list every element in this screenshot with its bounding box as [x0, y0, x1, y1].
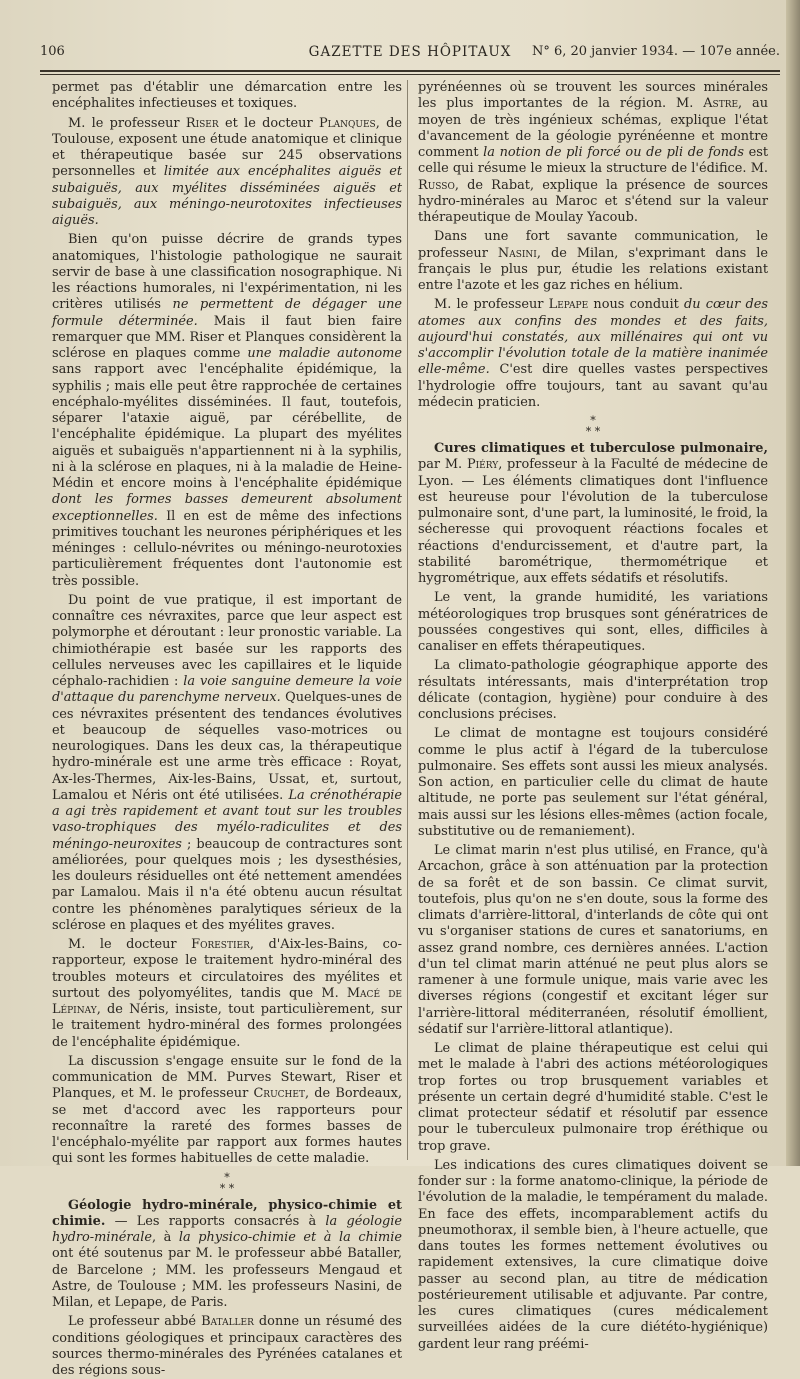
paragraph: Le climat marin n'est plus utilisé, en France, qu'à Arcachon, grâce à son atténuation par la protection de sa forêt et de son bassin. Ce climat survit, toutefois, plus qu'on ne s'en doute, sous la forme des climats d'arrière-littoral, d'interlands de côte qui ont vu s'organiser stations de cures et sanatoriums, en assez grand nombre, ces dernières années. L'action d'un tel climat marin atténué ne peut plus alors se ramener à une formule unique, mais varie avec les diverses régions (congestif et excitant léger sur l'arrière-littoral méditerranéen, résolutif émollient, sédatif sur l'arrière-littoral atlantique).	[418, 843, 768, 1037]
paragraph: M. le professeur Lepape nous conduit du cœur des atomes aux confins des mondes et des faits, aujourd'hui constatés, aux millénaires qui ont vu s'accomplir l'évolution totale de la matière inanimée elle-même. C'est dire quelles vastes perspectives l'hydrologie offre toujours, tant au savant qu'au médecin praticien.	[418, 297, 768, 410]
paragraph: pyrénéennes où se trouvent les sources minérales les plus importantes de la région. M. Astre, au moyen de très ingénieux schémas, explique l'état d'avancement de la géologie pyrénéenne et montre comment la notion de pli forcé ou de pli de fonds est celle qui résume le mieux la structure de l'édifice. M. Russo, de Rabat, explique la présence de sources hydro-minérales au Maroc et s'étend sur la valeur thérapeutique de Moulay Yacoub.	[418, 80, 769, 225]
paragraph: Du point de vue pratique, il est important de connaître ces névraxites, parce que leur aspect est polymorphe et déroutant : leur pronostic variable. La chimiothérapie est basée sur les rapports des cellules nerveuses avec les capillaires et le liquide céphalo-rachidien : la voie sanguine demeure la voie d'attaque du parenchyme nerveux. Quelques-unes de ces névraxites présentent des tendances évolutives et beaucoup de séquelles vaso-motrices ou neurologiques. Dans les deux cas, la thérapeutique hydro-minérale est une arme très efficace : Royat, Ax-les-Thermes, Aix-les-Bains, Ussat, et, surtout, Lamalou et Néris ont été utilisées. La crénothérapie a agi très rapidement et avant tout sur les troubles vaso-trophiques des myélo-radiculites et des méningo-neuroxites ; beaucoup de contractures sont améliorées, pour quelques mois ; les dysesthésies, les douleurs résiduelles ont été nettement amendées par Lamalou. Mais il n'a été obtenu aucun résultat contre les phénomènes paralytiques sérieux de la sclérose en plaques et des myélites graves.	[52, 592, 402, 933]
paragraph: permet pas d'établir une démarcation entre les encéphalites infectieuses et toxiques.	[52, 80, 402, 112]
author-name: Piéry	[466, 457, 499, 473]
author-name: Russo	[418, 177, 455, 193]
author-name: Nasini	[497, 245, 537, 261]
header-rule-thick	[40, 70, 780, 72]
section-heading: Géologie hydro-minérale, physico-chimie et chimie.	[52, 1197, 402, 1229]
page-number: 106	[40, 44, 65, 59]
issue-info: N° 6, 20 janvier 1934. — 107e année.	[531, 44, 780, 59]
paragraph: Les indications des cures climatiques doivent se fonder sur : la forme anatomo-clinique, la période de l'évolution de la maladie, le tempérament du malade. En face des effets, incomparablement actifs du pneumothorax, il semble bien, à l'heure actuelle, que dans toutes les formes nettement évolutives ou rapidement extensives, la cure climatique doive passer au second plan, au titre de médication postérieurement utilisable et adjuvante. Par contre, les cures climatiques (cures médicalement surveillées aidées de la cure diététo-hygiénique) gardent leur rang préémi-	[418, 1157, 768, 1352]
author-name: Bataller	[201, 1314, 254, 1330]
author-name: Planques	[318, 115, 376, 131]
author-name: Astre	[703, 96, 739, 112]
section-heading: Cures climatiques et tuberculose pulmonaire,	[434, 441, 768, 456]
paragraph: La discussion s'engage ensuite sur le fond de la communication de MM. Purves Stewart, Riser et Planques, et M. le professeur Cruchet, de Bordeaux, se met d'accord avec les rapporteurs pour reconnaître la rareté des formes basses de l'encéphalo-myélite par rapport aux formes hautes qui sont les formes habituelles de cette maladie.	[52, 1053, 402, 1167]
author-name: Lepape	[548, 297, 589, 313]
header-rule-thin	[40, 74, 780, 75]
section-paragraph: Cures climatiques et tuberculose pulmonaire, par M. Piéry, professeur à la Faculté de médecine de Lyon. — Les éléments climatiques dont l'influence est heureuse pour l'évolution de la tuberculose pulmonaire sont, d'une part, la luminosité, le froid, la sécheresse qui provoquent réactions focales et réactions d'endurcissement, et d'autre part, la stabilité barométrique, thermométrique et hygrométrique, aux effets sédatifs et résolutifs.	[418, 441, 768, 586]
author-name: Cruchet	[253, 1086, 305, 1102]
left-column	[52, 80, 403, 1378]
paragraph: Bien qu'on puisse décrire de grands types anatomiques, l'histologie pathologique ne saurait servir de base à une classification nosographique. Ni les réactions humorales, ni l'expérimentation, ni les critères utilisés ne permettent de dégager une formule déterminée. Mais il faut bien faire remarquer que MM. Riser et Planques considèrent la sclérose en plaques comme une maladie autonome sans rapport avec l'encéphalite épidémique, la syphilis ; mais elle peut être rapprochée de certaines encéphalo-myélites disséminées. Il faut, toutefois, séparer l'ataxie aiguë, par cérébellite, de l'encéphalite épidémique. La plupart des myélites aiguës et subaiguës n'appartiennent ni à la syphilis, ni à la sclérose en plaques, ni à la maladie de Heine-Médin et encore moins à l'encéphalite épidémique dont les formes basses demeurent absolument exceptionnelles. Il en est de même des infections primitives touchant les neurones périphériques et les méninges : cellulo-névrites ou méningo-neurotoxies particulièrement fréquentes dont l'autonomie est très possible.	[52, 232, 402, 589]
right-column	[418, 80, 769, 1352]
column-divider	[407, 80, 408, 1160]
paragraph: Le climat de montagne est toujours considéré comme le plus actif à l'égard de la tuberculose pulmonaire. Ses effets sont aussi les mieux analysés. Son action, en particulier celle du climat de haute altitude, ne porte pas seulement sur l'état général, mais aussi sur les lésions elles-mêmes (action focale, substitutive ou de remaniement).	[418, 726, 768, 839]
paragraph: Dans une fort savante communication, le professeur Nasini, de Milan, s'exprimant dans le français le plus pur, étudie les relations existant entre l'azote et les gaz riches en hélium.	[418, 229, 769, 293]
paragraph: M. le professeur Riser et le docteur Planques, de Toulouse, exposent une étude anatomique et clinique et thérapeutique basée sur 245 observations personnelles et limitée aux encéphalites aiguës et subaiguës, aux myélites disséminées aiguës et subaiguës, aux méningo-neurotoxites infectieuses aiguës.	[52, 115, 402, 228]
page-header	[40, 44, 780, 66]
paragraph: Le professeur abbé Bataller donne un résumé des conditions géologiques et principaux caractères des sources thermo-minérales des Pyrénées catalanes et des régions sous-	[52, 1314, 403, 1378]
publication-title: GAZETTE DES HÔPITAUX	[308, 44, 512, 60]
paragraph: Le vent, la grande humidité, les variations météorologiques trop brusques sont génératrices de poussées congestives qui sont, elles, difficiles à canaliser en effets thérapeutiques.	[418, 590, 768, 654]
paragraph: La climato-pathologie géographique apporte des résultats intéressants, mais d'interprétation trop délicate (contagion, hygiène) pour conduire à des conclusions précises.	[418, 658, 768, 722]
author-name: Forestier	[191, 937, 250, 952]
section-paragraph: Géologie hydro-minérale, physico-chimie et chimie. — Les rapports consacrés à la géologie hydro-minérale, à la physico-chimie et à la chimie ont été soutenus par M. le professeur abbé Bataller, de Barcelone ; MM. les professeurs Mengaud et Astre, de Toulouse ; MM. les professeurs Nasini, de Milan, et Lepape, de Paris.	[52, 1197, 403, 1310]
author-name: Macé de Lépinay	[52, 985, 402, 1017]
author-name: Riser	[185, 115, 219, 131]
section-separator: * * *	[585, 414, 601, 438]
section-separator: * * *	[219, 1170, 235, 1195]
paragraph: M. le docteur Forestier, d'Aix-les-Bains, co-rapporteur, expose le traitement hydro-minéral des troubles moteurs et circulatoires des myélites et surtout des polyomyélites, tandis que M. Macé de Lépinay, de Néris, insiste, tout particulièrement, sur le traitement hydro-minéral des formes prolongées de l'encéphalite épidémique.	[52, 937, 402, 1050]
paragraph: Le climat de plaine thérapeutique est celui qui met le malade à l'abri des actions météorologiques trop fortes ou trop brusquement variables et présente un certain degré d'humidité stable. C'est le climat protecteur sédatif et résolutif par essence pour le tuberculeux pulmonaire trop éréthique ou trop grave.	[418, 1041, 768, 1154]
page-edge-shadow	[786, 0, 800, 1166]
